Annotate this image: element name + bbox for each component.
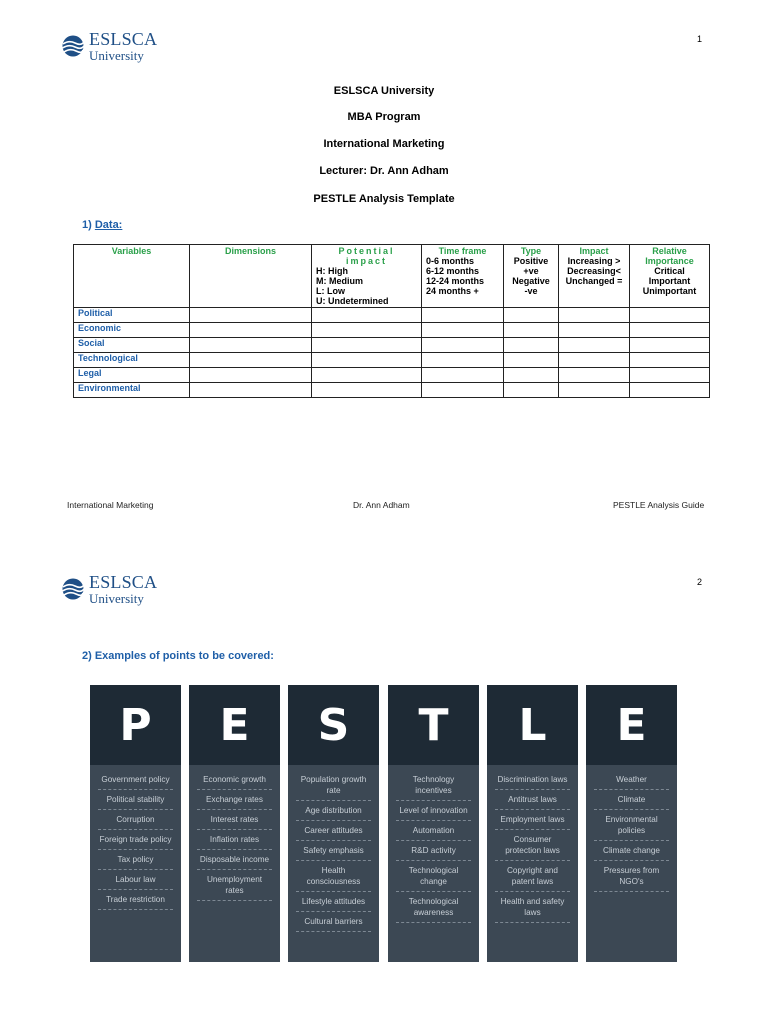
logo-name: ESLSCA xyxy=(89,29,158,49)
wave-logo-icon xyxy=(61,35,85,57)
row-label-legal: Legal xyxy=(74,368,190,383)
pestle-item: R&D activity xyxy=(396,841,471,861)
pestle-column-s-2 xyxy=(288,685,379,962)
pestle-item: Climate xyxy=(594,790,669,810)
heading-lecturer: Lecturer: Dr. Ann Adham xyxy=(319,165,449,177)
pestle-item: Interest rates xyxy=(197,810,272,830)
pestle-item: Corruption xyxy=(98,810,173,830)
heading-template: PESTLE Analysis Template xyxy=(313,193,455,205)
pestle-column-t-3 xyxy=(388,685,479,962)
row-label-political: Political xyxy=(74,308,190,323)
pestle-column-e-1 xyxy=(189,685,280,962)
pestle-item: Cultural barriers xyxy=(296,912,371,932)
header-potential-impact: Potential impact H: High M: Medium L: Low U: Undetermined xyxy=(312,245,422,308)
pestle-item: Weather xyxy=(594,770,669,790)
pestle-item: Technology incentives xyxy=(396,770,471,801)
pestle-item: Safety emphasis xyxy=(296,841,371,861)
pestle-item: Level of innovation xyxy=(396,801,471,821)
heading-program: MBA Program xyxy=(347,111,421,123)
section-label: Data: xyxy=(94,219,123,231)
pestle-item: Unemployment rates xyxy=(197,870,272,901)
table-row xyxy=(74,308,710,323)
header-type: Type Positive +ve Negative -ve xyxy=(504,245,559,308)
footer-left: International Marketing xyxy=(67,500,154,510)
eslsca-logo xyxy=(61,30,157,62)
pestle-item: Disposable income xyxy=(197,850,272,870)
pestle-item: Age distribution xyxy=(296,801,371,821)
pestle-item: Inflation rates xyxy=(197,830,272,850)
pestle-item: Health consciousness xyxy=(296,861,371,892)
pestle-item: Environmental policies xyxy=(594,810,669,841)
section-examples-title xyxy=(82,650,274,662)
pestle-column-p-0 xyxy=(90,685,181,962)
table-header-row xyxy=(74,245,710,308)
section-data-title xyxy=(82,219,122,231)
pestle-item: Population growth rate xyxy=(296,770,371,801)
footer-right: PESTLE Analysis Guide xyxy=(613,500,705,510)
wave-logo-icon xyxy=(61,578,85,600)
pestle-item: Automation xyxy=(396,821,471,841)
header-time-frame: Time frame 0-6 months 6-12 months 12-24 months 24 months + xyxy=(422,245,504,308)
pestle-item: Trade restriction xyxy=(98,890,173,910)
pestle-graphic xyxy=(90,685,677,962)
logo-name: ESLSCA xyxy=(89,572,158,592)
pestle-letter: S xyxy=(288,685,379,765)
pestle-item: Discrimination laws xyxy=(495,770,570,790)
pestle-letter: T xyxy=(388,685,479,765)
heading-course: International Marketing xyxy=(323,138,445,150)
page-number-2: 2 xyxy=(697,577,703,587)
pestle-item: Technological awareness xyxy=(396,892,471,923)
pestle-item: Pressures from NGO's xyxy=(594,861,669,892)
pestle-data-table xyxy=(73,244,710,398)
pestle-item: Economic growth xyxy=(197,770,272,790)
pestle-item: Exchange rates xyxy=(197,790,272,810)
heading-university: ESLSCA University xyxy=(333,85,435,97)
pestle-item: Foreign trade policy xyxy=(98,830,173,850)
table-row xyxy=(74,338,710,353)
table-row xyxy=(74,323,710,338)
logo-sub: University xyxy=(89,591,144,606)
eslsca-logo-page2 xyxy=(61,573,157,605)
section-label: Examples of points to be covered: xyxy=(94,650,274,662)
pestle-letter: P xyxy=(90,685,181,765)
table-row xyxy=(74,353,710,368)
pestle-item: Antitrust laws xyxy=(495,790,570,810)
row-label-economic: Economic xyxy=(74,323,190,338)
pestle-column-e-5 xyxy=(586,685,677,962)
pestle-item: Government policy xyxy=(98,770,173,790)
pestle-letter: E xyxy=(189,685,280,765)
pestle-letter: E xyxy=(586,685,677,765)
header-variables: Variables xyxy=(74,245,190,308)
pestle-item: Climate change xyxy=(594,841,669,861)
pestle-item: Tax policy xyxy=(98,850,173,870)
row-label-environmental: Environmental xyxy=(74,383,190,398)
logo-sub: University xyxy=(89,48,144,63)
pestle-item: Consumer protection laws xyxy=(495,830,570,861)
header-relative-importance: Relative Importance Critical Important Unimportant xyxy=(630,245,710,308)
pestle-item: Career attitudes xyxy=(296,821,371,841)
pestle-item: Lifestyle attitudes xyxy=(296,892,371,912)
pestle-item: Health and safety laws xyxy=(495,892,570,923)
pestle-item: Technological change xyxy=(396,861,471,892)
pestle-item: Labour law xyxy=(98,870,173,890)
table-row xyxy=(74,368,710,383)
pestle-item: Employment laws xyxy=(495,810,570,830)
section-number: 1) xyxy=(82,219,92,231)
row-label-social: Social xyxy=(74,338,190,353)
pestle-letter: L xyxy=(487,685,578,765)
section-number: 2) xyxy=(82,650,92,662)
pestle-item: Political stability xyxy=(98,790,173,810)
header-impact: Impact Increasing > Decreasing< Unchanged = xyxy=(559,245,630,308)
page-number: 1 xyxy=(697,34,703,44)
footer-center: Dr. Ann Adham xyxy=(353,500,410,510)
pestle-item: Copyright and patent laws xyxy=(495,861,570,892)
row-label-technological: Technological xyxy=(74,353,190,368)
pestle-column-l-4 xyxy=(487,685,578,962)
header-dimensions: Dimensions xyxy=(190,245,312,308)
table-row xyxy=(74,383,710,398)
